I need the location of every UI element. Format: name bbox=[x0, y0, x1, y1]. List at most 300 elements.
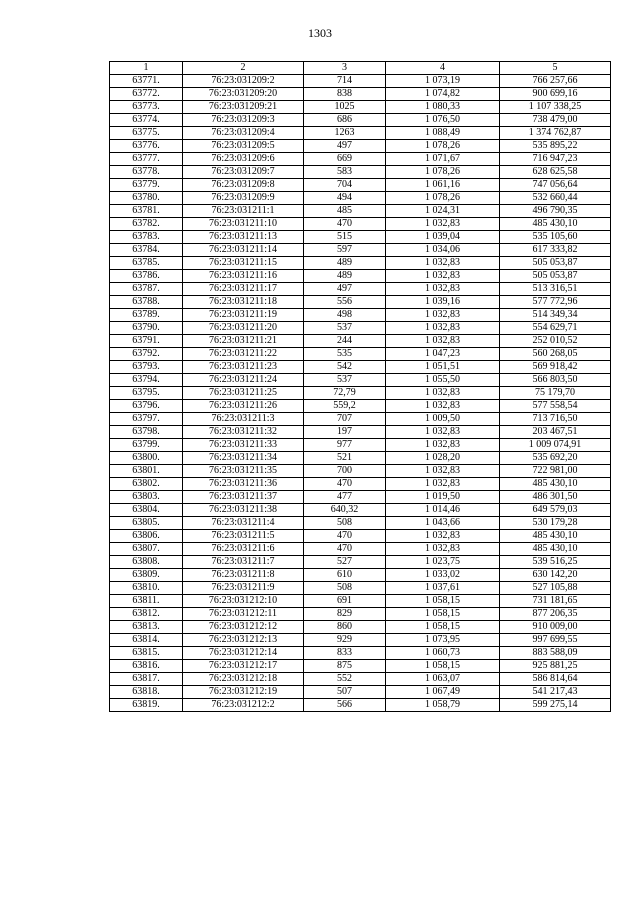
rate-cell: 1 078,26 bbox=[386, 192, 500, 205]
table-row bbox=[110, 244, 611, 257]
rate-cell: 1 058,15 bbox=[386, 621, 500, 634]
row-number-cell: 63819. bbox=[110, 699, 183, 712]
row-number-cell: 63778. bbox=[110, 166, 183, 179]
table-row bbox=[110, 257, 611, 270]
rate-cell: 1 019,50 bbox=[386, 491, 500, 504]
table-row bbox=[110, 530, 611, 543]
row-number-cell: 63793. bbox=[110, 361, 183, 374]
area-cell: 535 bbox=[304, 348, 386, 361]
area-cell: 542 bbox=[304, 361, 386, 374]
row-number-cell: 63795. bbox=[110, 387, 183, 400]
table-row bbox=[110, 504, 611, 517]
rate-cell: 1 058,79 bbox=[386, 699, 500, 712]
area-cell: 470 bbox=[304, 218, 386, 231]
value-cell: 747 056,64 bbox=[500, 179, 611, 192]
area-cell: 556 bbox=[304, 296, 386, 309]
table-row bbox=[110, 218, 611, 231]
table-header bbox=[110, 62, 611, 75]
row-number-cell: 63811. bbox=[110, 595, 183, 608]
area-cell: 704 bbox=[304, 179, 386, 192]
area-cell: 537 bbox=[304, 374, 386, 387]
cadastral-number-cell: 76:23:031211:5 bbox=[183, 530, 304, 543]
row-number-cell: 63783. bbox=[110, 231, 183, 244]
area-cell: 860 bbox=[304, 621, 386, 634]
table-row bbox=[110, 335, 611, 348]
rate-cell: 1 032,83 bbox=[386, 218, 500, 231]
area-cell: 640,32 bbox=[304, 504, 386, 517]
row-number-cell: 63785. bbox=[110, 257, 183, 270]
row-number-cell: 63810. bbox=[110, 582, 183, 595]
cadastral-number-cell: 76:23:031211:7 bbox=[183, 556, 304, 569]
value-cell: 505 053,87 bbox=[500, 270, 611, 283]
rate-cell: 1 076,50 bbox=[386, 114, 500, 127]
cadastral-number-cell: 76:23:031209:9 bbox=[183, 192, 304, 205]
rate-cell: 1 032,83 bbox=[386, 257, 500, 270]
value-cell: 738 479,00 bbox=[500, 114, 611, 127]
rate-cell: 1 088,49 bbox=[386, 127, 500, 140]
cadastral-number-cell: 76:23:031211:26 bbox=[183, 400, 304, 413]
cadastral-number-cell: 76:23:031211:22 bbox=[183, 348, 304, 361]
area-cell: 470 bbox=[304, 543, 386, 556]
area-cell: 494 bbox=[304, 192, 386, 205]
value-cell: 486 301,50 bbox=[500, 491, 611, 504]
row-number-cell: 63815. bbox=[110, 647, 183, 660]
cadastral-number-cell: 76:23:031209:5 bbox=[183, 140, 304, 153]
rate-cell: 1 039,04 bbox=[386, 231, 500, 244]
row-number-cell: 63771. bbox=[110, 75, 183, 88]
rate-cell: 1 051,51 bbox=[386, 361, 500, 374]
value-cell: 554 629,71 bbox=[500, 322, 611, 335]
cadastral-number-cell: 76:23:031211:36 bbox=[183, 478, 304, 491]
cadastral-number-cell: 76:23:031212:17 bbox=[183, 660, 304, 673]
table-row bbox=[110, 413, 611, 426]
row-number-cell: 63794. bbox=[110, 374, 183, 387]
table-row bbox=[110, 205, 611, 218]
value-cell: 203 467,51 bbox=[500, 426, 611, 439]
row-number-cell: 63809. bbox=[110, 569, 183, 582]
area-cell: 470 bbox=[304, 530, 386, 543]
table-row bbox=[110, 634, 611, 647]
table-row bbox=[110, 673, 611, 686]
rate-cell: 1 043,66 bbox=[386, 517, 500, 530]
table-row bbox=[110, 166, 611, 179]
rate-cell: 1 074,82 bbox=[386, 88, 500, 101]
rate-cell: 1 014,46 bbox=[386, 504, 500, 517]
value-cell: 630 142,20 bbox=[500, 569, 611, 582]
row-number-cell: 63789. bbox=[110, 309, 183, 322]
cadastral-number-cell: 76:23:031212:2 bbox=[183, 699, 304, 712]
area-cell: 686 bbox=[304, 114, 386, 127]
value-cell: 883 588,09 bbox=[500, 647, 611, 660]
row-number-cell: 63776. bbox=[110, 140, 183, 153]
cadastral-number-cell: 76:23:031212:18 bbox=[183, 673, 304, 686]
area-cell: 498 bbox=[304, 309, 386, 322]
value-cell: 722 981,00 bbox=[500, 465, 611, 478]
table-row bbox=[110, 192, 611, 205]
rate-cell: 1 032,83 bbox=[386, 387, 500, 400]
row-number-cell: 63803. bbox=[110, 491, 183, 504]
area-cell: 833 bbox=[304, 647, 386, 660]
table-row bbox=[110, 595, 611, 608]
table-row bbox=[110, 426, 611, 439]
value-cell: 485 430,10 bbox=[500, 478, 611, 491]
area-cell: 470 bbox=[304, 478, 386, 491]
area-cell: 197 bbox=[304, 426, 386, 439]
area-cell: 489 bbox=[304, 257, 386, 270]
table-row bbox=[110, 270, 611, 283]
area-cell: 700 bbox=[304, 465, 386, 478]
table-body bbox=[110, 75, 611, 712]
cadastral-number-cell: 76:23:031211:8 bbox=[183, 569, 304, 582]
area-cell: 691 bbox=[304, 595, 386, 608]
cadastral-number-cell: 76:23:031209:21 bbox=[183, 101, 304, 114]
value-cell: 505 053,87 bbox=[500, 257, 611, 270]
cadastral-number-cell: 76:23:031209:7 bbox=[183, 166, 304, 179]
table-row bbox=[110, 322, 611, 335]
page-number: 1303 bbox=[308, 26, 332, 40]
row-number-cell: 63798. bbox=[110, 426, 183, 439]
rate-cell: 1 032,83 bbox=[386, 439, 500, 452]
value-cell: 628 625,58 bbox=[500, 166, 611, 179]
value-cell: 599 275,14 bbox=[500, 699, 611, 712]
area-cell: 875 bbox=[304, 660, 386, 673]
row-number-cell: 63817. bbox=[110, 673, 183, 686]
row-number-cell: 63807. bbox=[110, 543, 183, 556]
cadastral-number-cell: 76:23:031211:21 bbox=[183, 335, 304, 348]
table-row bbox=[110, 374, 611, 387]
area-cell: 1025 bbox=[304, 101, 386, 114]
table-row bbox=[110, 114, 611, 127]
cadastral-number-cell: 76:23:031212:13 bbox=[183, 634, 304, 647]
rate-cell: 1 033,02 bbox=[386, 569, 500, 582]
value-cell: 1 374 762,87 bbox=[500, 127, 611, 140]
table-row bbox=[110, 88, 611, 101]
value-cell: 541 217,43 bbox=[500, 686, 611, 699]
area-cell: 515 bbox=[304, 231, 386, 244]
value-cell: 514 349,34 bbox=[500, 309, 611, 322]
row-number-cell: 63801. bbox=[110, 465, 183, 478]
rate-cell: 1 032,83 bbox=[386, 270, 500, 283]
area-cell: 707 bbox=[304, 413, 386, 426]
table-row bbox=[110, 452, 611, 465]
value-cell: 496 790,35 bbox=[500, 205, 611, 218]
area-cell: 244 bbox=[304, 335, 386, 348]
table-row bbox=[110, 101, 611, 114]
table-row bbox=[110, 283, 611, 296]
rate-cell: 1 009,50 bbox=[386, 413, 500, 426]
area-cell: 508 bbox=[304, 582, 386, 595]
cadastral-number-cell: 76:23:031211:15 bbox=[183, 257, 304, 270]
rate-cell: 1 032,83 bbox=[386, 543, 500, 556]
row-number-cell: 63787. bbox=[110, 283, 183, 296]
table-row bbox=[110, 387, 611, 400]
value-cell: 485 430,10 bbox=[500, 530, 611, 543]
cadastral-number-cell: 76:23:031211:37 bbox=[183, 491, 304, 504]
cadastral-number-cell: 76:23:031211:4 bbox=[183, 517, 304, 530]
value-cell: 617 333,82 bbox=[500, 244, 611, 257]
cadastral-number-cell: 76:23:031211:9 bbox=[183, 582, 304, 595]
area-cell: 829 bbox=[304, 608, 386, 621]
row-number-cell: 63790. bbox=[110, 322, 183, 335]
area-cell: 552 bbox=[304, 673, 386, 686]
table-row bbox=[110, 309, 611, 322]
column-header: 1 bbox=[110, 62, 183, 75]
cadastral-number-cell: 76:23:031212:19 bbox=[183, 686, 304, 699]
table-row bbox=[110, 75, 611, 88]
cadastral-number-cell: 76:23:031209:20 bbox=[183, 88, 304, 101]
cadastral-number-cell: 76:23:031209:2 bbox=[183, 75, 304, 88]
rate-cell: 1 032,83 bbox=[386, 309, 500, 322]
column-header: 4 bbox=[386, 62, 500, 75]
rate-cell: 1 032,83 bbox=[386, 283, 500, 296]
row-number-cell: 63775. bbox=[110, 127, 183, 140]
row-number-cell: 63808. bbox=[110, 556, 183, 569]
rate-cell: 1 034,06 bbox=[386, 244, 500, 257]
table-row bbox=[110, 153, 611, 166]
table-row bbox=[110, 439, 611, 452]
row-number-cell: 63786. bbox=[110, 270, 183, 283]
cadastral-number-cell: 76:23:031211:23 bbox=[183, 361, 304, 374]
rate-cell: 1 078,26 bbox=[386, 166, 500, 179]
column-header: 2 bbox=[183, 62, 304, 75]
area-cell: 597 bbox=[304, 244, 386, 257]
column-header: 5 bbox=[500, 62, 611, 75]
value-cell: 569 918,42 bbox=[500, 361, 611, 374]
rate-cell: 1 023,75 bbox=[386, 556, 500, 569]
value-cell: 577 772,96 bbox=[500, 296, 611, 309]
cadastral-number-cell: 76:23:031212:14 bbox=[183, 647, 304, 660]
row-number-cell: 63813. bbox=[110, 621, 183, 634]
cadastral-number-cell: 76:23:031211:16 bbox=[183, 270, 304, 283]
rate-cell: 1 071,67 bbox=[386, 153, 500, 166]
area-cell: 929 bbox=[304, 634, 386, 647]
value-cell: 566 803,50 bbox=[500, 374, 611, 387]
cadastral-number-cell: 76:23:031209:3 bbox=[183, 114, 304, 127]
area-cell: 72,79 bbox=[304, 387, 386, 400]
area-cell: 508 bbox=[304, 517, 386, 530]
table-row bbox=[110, 127, 611, 140]
value-cell: 532 660,44 bbox=[500, 192, 611, 205]
value-cell: 577 558,54 bbox=[500, 400, 611, 413]
row-number-cell: 63805. bbox=[110, 517, 183, 530]
table-row bbox=[110, 517, 611, 530]
table-row bbox=[110, 361, 611, 374]
rate-cell: 1 032,83 bbox=[386, 400, 500, 413]
rate-cell: 1 058,15 bbox=[386, 595, 500, 608]
row-number-cell: 63796. bbox=[110, 400, 183, 413]
table-row bbox=[110, 296, 611, 309]
cadastral-number-cell: 76:23:031211:33 bbox=[183, 439, 304, 452]
rate-cell: 1 039,16 bbox=[386, 296, 500, 309]
area-cell: 714 bbox=[304, 75, 386, 88]
table-row bbox=[110, 660, 611, 673]
rate-cell: 1 058,15 bbox=[386, 660, 500, 673]
value-cell: 539 516,25 bbox=[500, 556, 611, 569]
cadastral-number-cell: 76:23:031211:24 bbox=[183, 374, 304, 387]
row-number-cell: 63788. bbox=[110, 296, 183, 309]
rate-cell: 1 032,83 bbox=[386, 530, 500, 543]
row-number-cell: 63774. bbox=[110, 114, 183, 127]
value-cell: 527 105,88 bbox=[500, 582, 611, 595]
value-cell: 877 206,35 bbox=[500, 608, 611, 621]
area-cell: 1263 bbox=[304, 127, 386, 140]
value-cell: 997 699,55 bbox=[500, 634, 611, 647]
cadastral-number-cell: 76:23:031211:3 bbox=[183, 413, 304, 426]
rate-cell: 1 024,31 bbox=[386, 205, 500, 218]
value-cell: 535 895,22 bbox=[500, 140, 611, 153]
table-row bbox=[110, 478, 611, 491]
area-cell: 477 bbox=[304, 491, 386, 504]
value-cell: 586 814,64 bbox=[500, 673, 611, 686]
table-row bbox=[110, 556, 611, 569]
cadastral-number-cell: 76:23:031211:20 bbox=[183, 322, 304, 335]
cadastral-number-cell: 76:23:031211:13 bbox=[183, 231, 304, 244]
row-number-cell: 63791. bbox=[110, 335, 183, 348]
row-number-cell: 63781. bbox=[110, 205, 183, 218]
area-cell: 838 bbox=[304, 88, 386, 101]
cadastral-number-cell: 76:23:031209:6 bbox=[183, 153, 304, 166]
rate-cell: 1 037,61 bbox=[386, 582, 500, 595]
rate-cell: 1 060,73 bbox=[386, 647, 500, 660]
value-cell: 75 179,70 bbox=[500, 387, 611, 400]
area-cell: 497 bbox=[304, 140, 386, 153]
rate-cell: 1 032,83 bbox=[386, 465, 500, 478]
table-row bbox=[110, 400, 611, 413]
rate-cell: 1 032,83 bbox=[386, 478, 500, 491]
cadastral-number-cell: 76:23:031211:18 bbox=[183, 296, 304, 309]
rate-cell: 1 073,95 bbox=[386, 634, 500, 647]
value-cell: 1 107 338,25 bbox=[500, 101, 611, 114]
value-cell: 535 105,60 bbox=[500, 231, 611, 244]
table-row bbox=[110, 582, 611, 595]
rate-cell: 1 067,49 bbox=[386, 686, 500, 699]
table-row bbox=[110, 621, 611, 634]
table-row bbox=[110, 699, 611, 712]
area-cell: 977 bbox=[304, 439, 386, 452]
header-row bbox=[110, 62, 611, 75]
row-number-cell: 63777. bbox=[110, 153, 183, 166]
area-cell: 507 bbox=[304, 686, 386, 699]
value-cell: 485 430,10 bbox=[500, 543, 611, 556]
cadastral-number-cell: 76:23:031212:12 bbox=[183, 621, 304, 634]
rate-cell: 1 032,83 bbox=[386, 322, 500, 335]
area-cell: 497 bbox=[304, 283, 386, 296]
table-row bbox=[110, 569, 611, 582]
rate-cell: 1 078,26 bbox=[386, 140, 500, 153]
rate-cell: 1 047,23 bbox=[386, 348, 500, 361]
rate-cell: 1 032,83 bbox=[386, 335, 500, 348]
value-cell: 649 579,03 bbox=[500, 504, 611, 517]
value-cell: 485 430,10 bbox=[500, 218, 611, 231]
row-number-cell: 63792. bbox=[110, 348, 183, 361]
value-cell: 716 947,23 bbox=[500, 153, 611, 166]
row-number-cell: 63799. bbox=[110, 439, 183, 452]
rate-cell: 1 032,83 bbox=[386, 426, 500, 439]
cadastral-number-cell: 76:23:031211:17 bbox=[183, 283, 304, 296]
row-number-cell: 63802. bbox=[110, 478, 183, 491]
row-number-cell: 63782. bbox=[110, 218, 183, 231]
value-cell: 731 181,65 bbox=[500, 595, 611, 608]
table-row bbox=[110, 647, 611, 660]
cadastral-number-cell: 76:23:031212:10 bbox=[183, 595, 304, 608]
area-cell: 521 bbox=[304, 452, 386, 465]
value-cell: 560 268,05 bbox=[500, 348, 611, 361]
value-cell: 1 009 074,91 bbox=[500, 439, 611, 452]
row-number-cell: 63772. bbox=[110, 88, 183, 101]
table-row bbox=[110, 179, 611, 192]
cadastral-number-cell: 76:23:031209:4 bbox=[183, 127, 304, 140]
rate-cell: 1 063,07 bbox=[386, 673, 500, 686]
area-cell: 527 bbox=[304, 556, 386, 569]
rate-cell: 1 028,20 bbox=[386, 452, 500, 465]
cadastral-number-cell: 76:23:031211:38 bbox=[183, 504, 304, 517]
value-cell: 900 699,16 bbox=[500, 88, 611, 101]
cadastral-number-cell: 76:23:031211:35 bbox=[183, 465, 304, 478]
area-cell: 669 bbox=[304, 153, 386, 166]
cadastral-number-cell: 76:23:031211:1 bbox=[183, 205, 304, 218]
cadastral-number-cell: 76:23:031212:11 bbox=[183, 608, 304, 621]
row-number-cell: 63773. bbox=[110, 101, 183, 114]
row-number-cell: 63797. bbox=[110, 413, 183, 426]
value-cell: 252 010,52 bbox=[500, 335, 611, 348]
cadastral-number-cell: 76:23:031211:14 bbox=[183, 244, 304, 257]
cadastral-number-cell: 76:23:031211:10 bbox=[183, 218, 304, 231]
row-number-cell: 63814. bbox=[110, 634, 183, 647]
row-number-cell: 63804. bbox=[110, 504, 183, 517]
table-row bbox=[110, 686, 611, 699]
cadastral-number-cell: 76:23:031211:6 bbox=[183, 543, 304, 556]
rate-cell: 1 061,16 bbox=[386, 179, 500, 192]
row-number-cell: 63779. bbox=[110, 179, 183, 192]
table-row bbox=[110, 465, 611, 478]
table-row bbox=[110, 543, 611, 556]
table-row bbox=[110, 608, 611, 621]
cadastral-number-cell: 76:23:031211:34 bbox=[183, 452, 304, 465]
rate-cell: 1 080,33 bbox=[386, 101, 500, 114]
rate-cell: 1 073,19 bbox=[386, 75, 500, 88]
value-cell: 713 716,50 bbox=[500, 413, 611, 426]
value-cell: 766 257,66 bbox=[500, 75, 611, 88]
table-row bbox=[110, 231, 611, 244]
row-number-cell: 63816. bbox=[110, 660, 183, 673]
area-cell: 610 bbox=[304, 569, 386, 582]
row-number-cell: 63812. bbox=[110, 608, 183, 621]
area-cell: 537 bbox=[304, 322, 386, 335]
value-cell: 513 316,51 bbox=[500, 283, 611, 296]
rate-cell: 1 058,15 bbox=[386, 608, 500, 621]
row-number-cell: 63818. bbox=[110, 686, 183, 699]
row-number-cell: 63800. bbox=[110, 452, 183, 465]
area-cell: 583 bbox=[304, 166, 386, 179]
registry-table bbox=[109, 61, 611, 712]
value-cell: 530 179,28 bbox=[500, 517, 611, 530]
row-number-cell: 63806. bbox=[110, 530, 183, 543]
area-cell: 566 bbox=[304, 699, 386, 712]
table-row bbox=[110, 348, 611, 361]
cadastral-number-cell: 76:23:031209:8 bbox=[183, 179, 304, 192]
row-number-cell: 63780. bbox=[110, 192, 183, 205]
area-cell: 485 bbox=[304, 205, 386, 218]
row-number-cell: 63784. bbox=[110, 244, 183, 257]
rate-cell: 1 055,50 bbox=[386, 374, 500, 387]
cadastral-number-cell: 76:23:031211:19 bbox=[183, 309, 304, 322]
table-row bbox=[110, 140, 611, 153]
cadastral-number-cell: 76:23:031211:25 bbox=[183, 387, 304, 400]
cadastral-number-cell: 76:23:031211:32 bbox=[183, 426, 304, 439]
area-cell: 559,2 bbox=[304, 400, 386, 413]
value-cell: 535 692,20 bbox=[500, 452, 611, 465]
column-header: 3 bbox=[304, 62, 386, 75]
